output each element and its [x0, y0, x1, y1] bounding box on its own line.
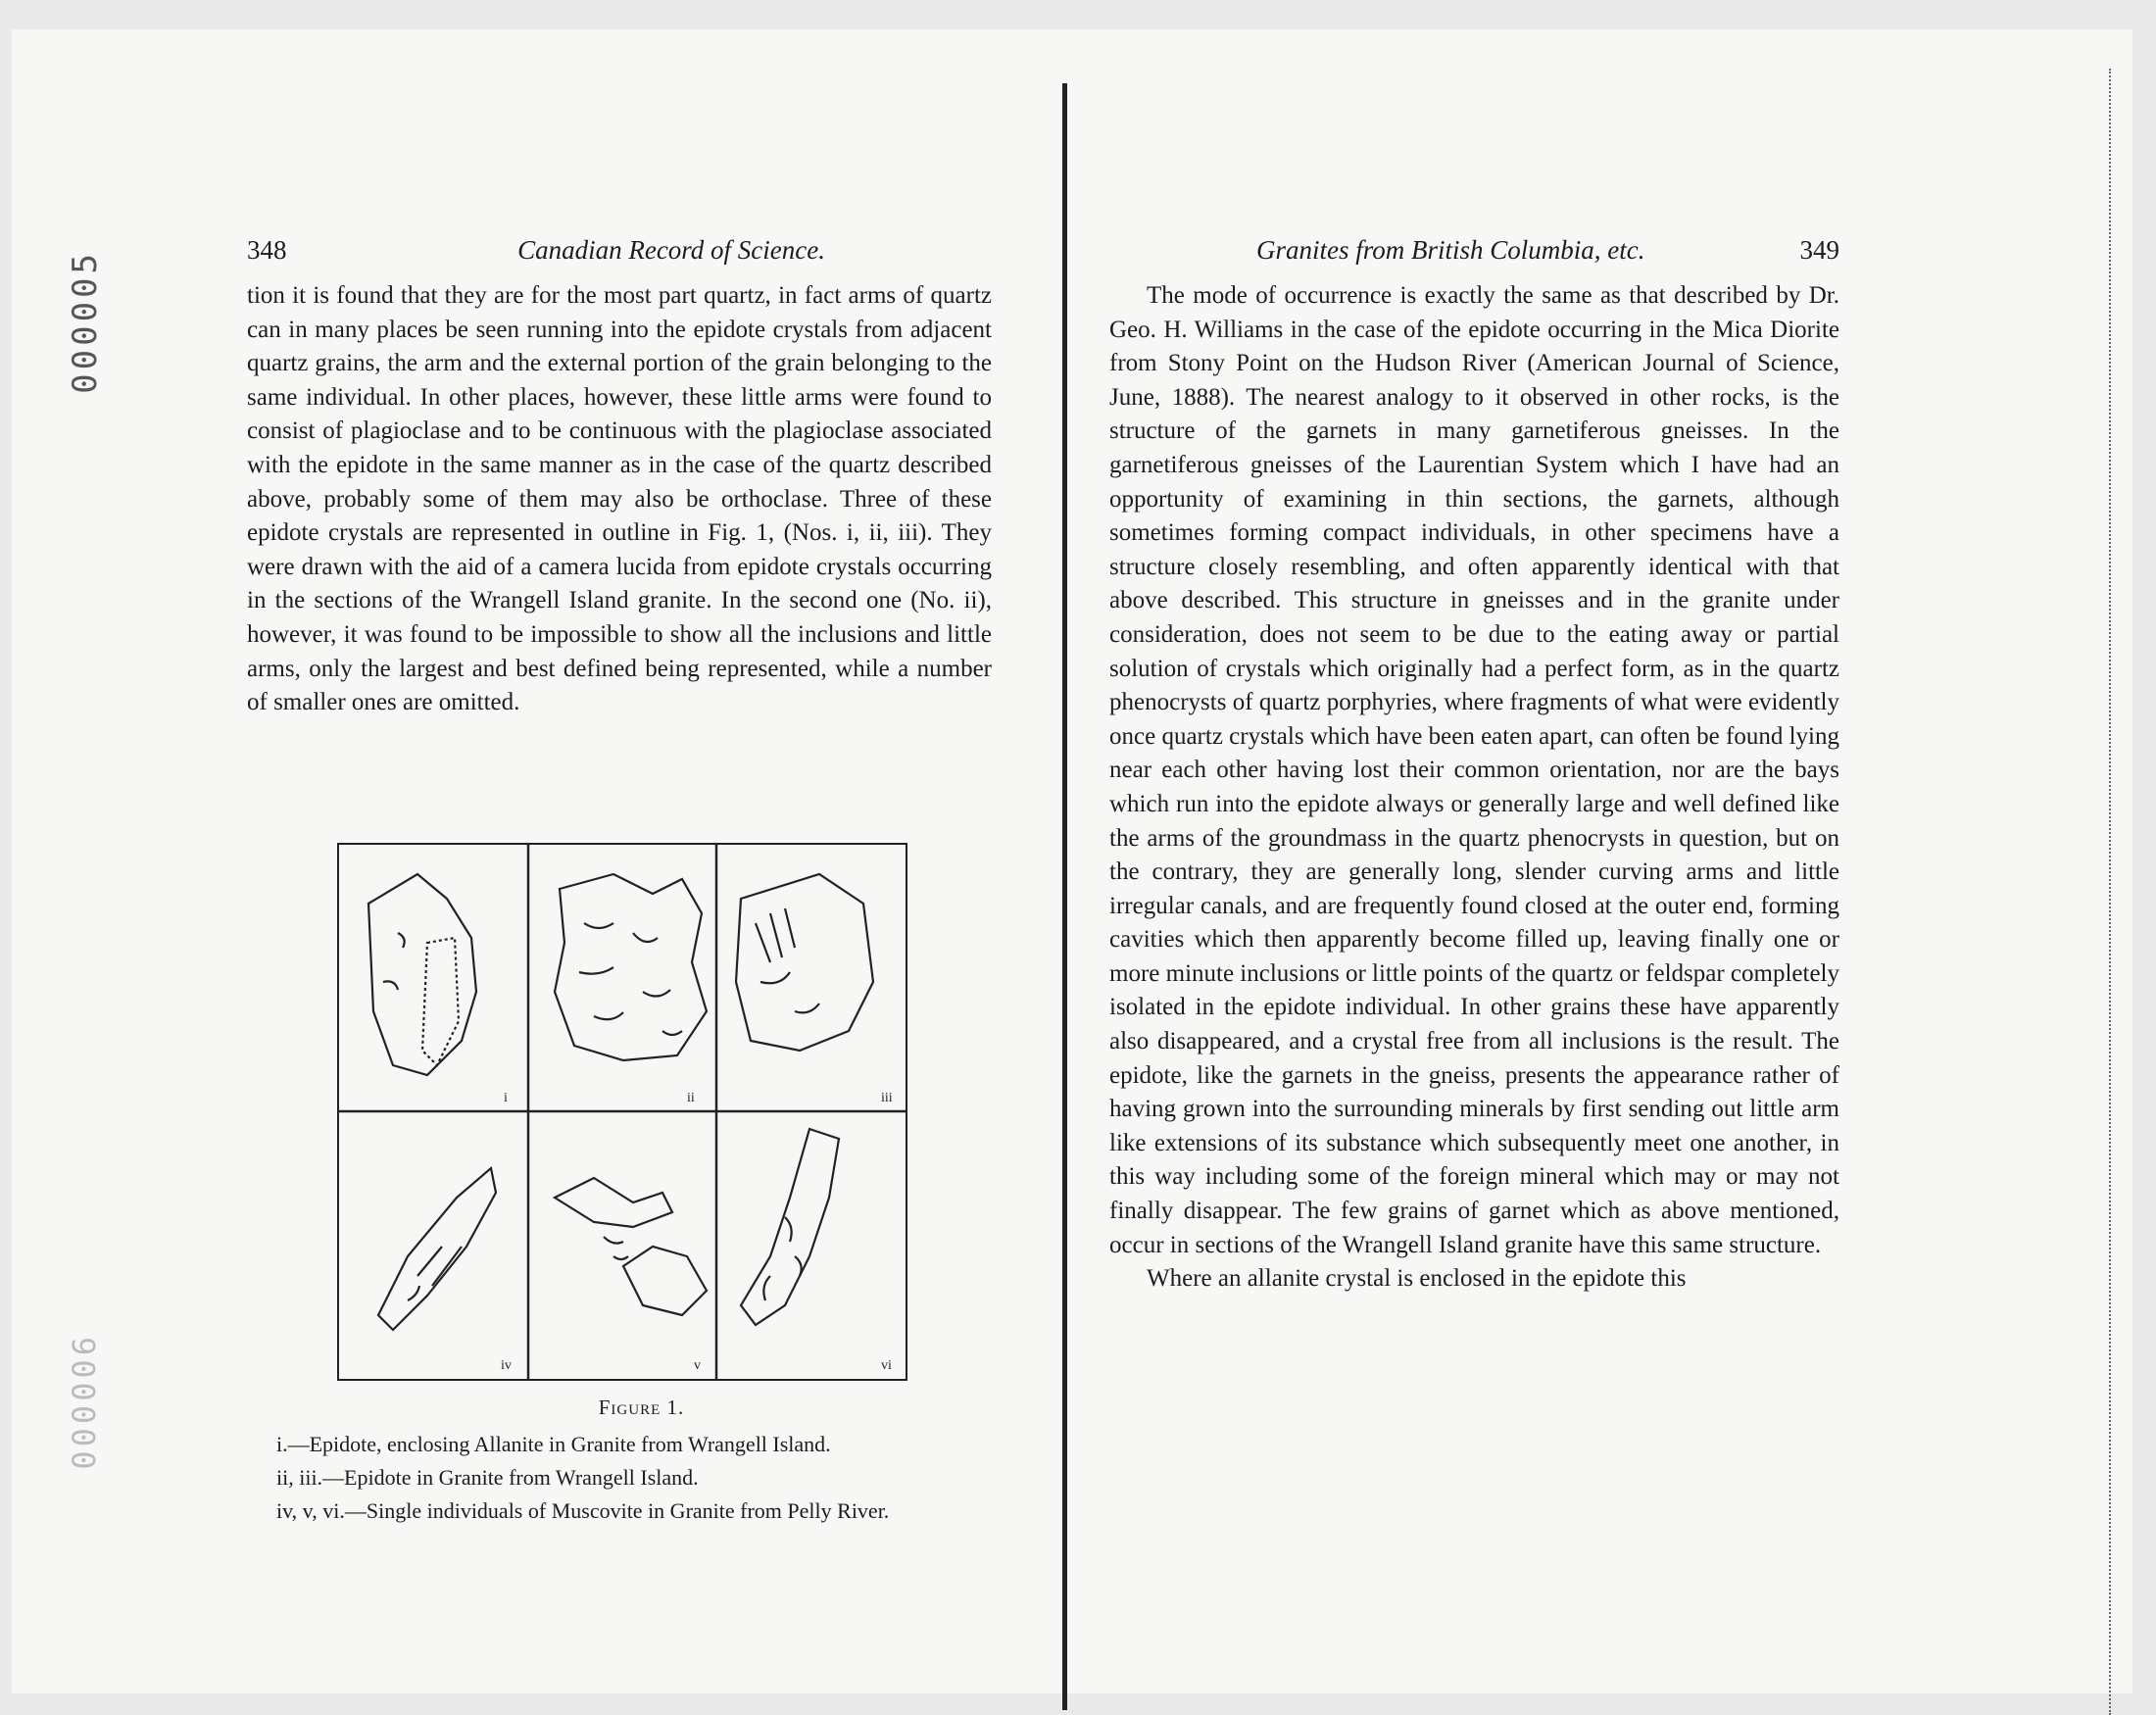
- left-page-number: 348: [247, 235, 287, 265]
- left-running-title: Canadian Record of Science.: [517, 235, 825, 265]
- right-page-number: 349: [1799, 235, 1839, 265]
- left-body-text: [247, 279, 992, 720]
- panel-i-epidote-outline: [368, 874, 476, 1075]
- scanned-sheet: [12, 29, 2132, 1693]
- caption-line-ii-iii: ii, iii.—Epidote in Granite from Wrangell Island.: [276, 1465, 699, 1490]
- panel-v-label: v: [694, 1358, 701, 1373]
- panel-iv-muscovite-outline: [378, 1168, 496, 1330]
- scan-edge-noise: [2109, 69, 2123, 1715]
- panel-vi-label: vi: [881, 1358, 892, 1373]
- book-spine-gutter: [1062, 83, 1067, 1710]
- panel-ii-epidote-outline: [555, 874, 707, 1060]
- panel-iv-label: iv: [501, 1358, 512, 1373]
- figure-1-drawing: [339, 845, 906, 1379]
- panel-i-label: i: [504, 1091, 508, 1105]
- panel-v-muscovite-outline: [555, 1178, 707, 1315]
- panel-vi-muscovite-outline: [741, 1129, 839, 1325]
- left-paragraph: tion it is found that they are for the most part quartz, in fact arms of quartz can in many places be seen running into the epidote crystals from adjacent quartz grains, the arm and the external portion of the grain belonging to the same individual. In other places, however, these little arms were found to consist of plagioclase and to be continuous with the plagioclase associated with the epidote in the same manner as in the case of the quartz described above, probably some of them may also be orthoclase. Three of these epidote crystals are represented in outline in Fig. 1, (Nos. i, ii, iii). They were drawn with the aid of a camera lucida from epidote crystals occurring in the sections of the Wrangell Island granite. In the second one (No. ii), however, it was found to be impossible to show all the inclusions and little arms, only the largest and best defined being represented, while a number of smaller ones are omitted.: [247, 282, 992, 716]
- panel-iii-label: iii: [881, 1091, 893, 1105]
- figure-1-caption: [276, 1392, 1006, 1529]
- left-page: [247, 235, 992, 1523]
- right-running-head: [1109, 235, 1839, 266]
- archive-stamp: 000005: [66, 250, 105, 394]
- figure-label: Figure 1.: [598, 1396, 685, 1419]
- archive-stamp-faint: 000006: [66, 1333, 103, 1470]
- right-paragraph-1: The mode of occurrence is exactly the same as that described by Dr. Geo. H. Williams in the case of the epidote occurring in the Mica Diorite from Stony Point on the Hudson River (American Journal of Science, June, 1888). The nearest analogy to it observed in other rocks, is the structure of the garnets in many garnetiferous gneisses. In the garnetiferous gneisses of the Laurentian System which I have had an opportunity of examining in thin sections, the garnets, although sometimes forming compact individuals, in other specimens have a structure closely resembling, and often apparently identical with that above described. This structure in gneisses and in the granite under consideration, does not seem to be due to the eating away or partial solution of crystals which originally had a perfect form, as in the quartz phenocrysts of quartz porphyries, where fragments of what were evidently once quartz crystals which have been eaten apart, can often be found lying near each other having lost their common orientation, nor are the bays which run into the epidote always or generally large and well defined like the arms of the groundmass in the quartz phenocrysts in question, but on the contrary, they are generally long, slender curving arms and little irregular canals, and are frequently found closed at the outer end, forming cavities which then apparently become filled up, leaving finally one or more minute inclusions or little points of the quartz or feldspar completely isolated in the epidote individual. In other grains these have apparently also disappeared, and a crystal free from all inclusions is the result. The epidote, like the garnets in the gneiss, presents the appearance rather of having grown into the surrounding minerals by first sending out little arm like extensions of its substance which subsequently meet one another, in this way including some of the foreign mineral which may or may not finally disappear. The few grains of garnet which as above mentioned, occur in sections of the Wrangell Island granite have this same structure.: [1109, 282, 1839, 1258]
- right-body-text: [1109, 279, 1839, 1297]
- panel-iii-epidote-outline: [736, 874, 873, 1051]
- caption-line-iv-v-vi: iv, v, vi.—Single individuals of Muscovite in Granite from Pelly River.: [276, 1498, 890, 1523]
- right-running-title: Granites from British Columbia, etc.: [1256, 235, 1645, 265]
- right-page: [1109, 235, 1839, 1297]
- caption-line-i: i.—Epidote, enclosing Allanite in Granite from Wrangell Island.: [276, 1432, 831, 1456]
- figure-1-plate: [337, 843, 907, 1381]
- left-running-head: [247, 235, 992, 266]
- panel-ii-label: ii: [687, 1091, 695, 1105]
- right-paragraph-2: Where an allanite crystal is enclosed in the epidote this: [1147, 1265, 1687, 1293]
